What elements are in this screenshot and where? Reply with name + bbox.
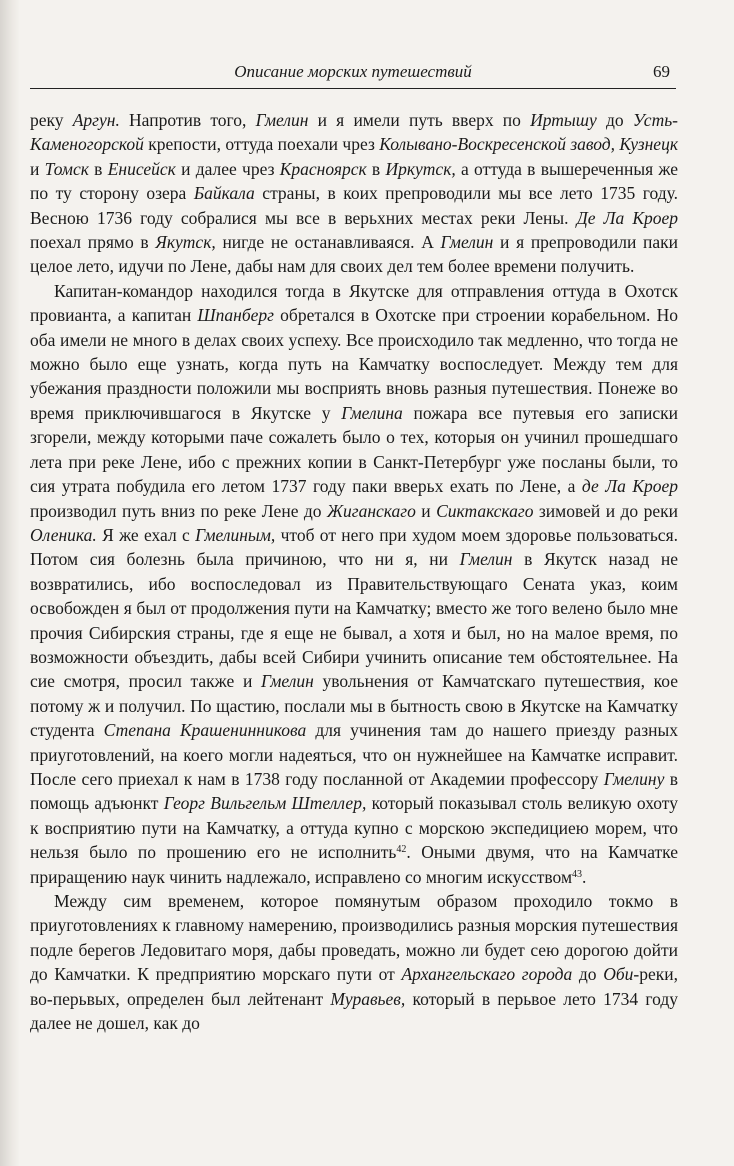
italic-name: Жиганскаго [326, 500, 416, 521]
text-run: поехал прямо в [30, 232, 156, 253]
italic-name: Муравьев, [330, 988, 406, 1009]
text-run: для учинения там до нашего приезду разных приуготовлений, на коего могли надеяться, что он нужнейшее на Камчатке исправит. После сего приехал к нам в 1738 году посланной от Академии профессору [30, 720, 678, 789]
italic-name: Шпанберг [197, 305, 274, 326]
text-run: и далее чрез [175, 158, 280, 179]
text-run: и [30, 158, 45, 179]
italic-name: Де Ла Кроер [576, 207, 678, 228]
text-run: в [366, 158, 386, 179]
paragraph [30, 279, 678, 889]
italic-name: Георг Вильгельм Штеллер, [163, 793, 367, 814]
text-run: и [415, 500, 437, 521]
italic-name: Байкала [193, 183, 255, 204]
page-spine-shadow [0, 0, 20, 1166]
text-run: увольнения от Камчатскаго путешествия, кое потому ж и получил. По щастию, послали мы в бытность свою в Якутске на Камчатку студента [30, 671, 678, 741]
paragraph [30, 108, 678, 279]
text-run: пожара все путевыя его записки згорели, между которыми паче сожалеть было о тех, которыя он учинил прошедшаго лета при реке Лене, ибо с прежних копии в Санкт-Петербург уже посланы были, то сия утрата побудила его летом 1737 году паки вверьх ехать по Лене, а [30, 402, 678, 497]
text-run: до [596, 110, 633, 130]
italic-name: Сиктакскаго [436, 500, 534, 521]
running-header [30, 60, 676, 89]
italic-name: Усть-Каменогорской [30, 110, 678, 155]
italic-name: Якутск, [155, 232, 216, 253]
italic-name: Гмелин [255, 110, 309, 130]
text-run: и я имели путь вверх по [308, 110, 531, 130]
text-run: Я же ехал с [96, 524, 196, 545]
italic-name: Гмелиным, [195, 524, 276, 545]
text-run: в помощь адъюнкт [30, 768, 678, 814]
text-run: производил путь вниз по реке Лене до [30, 500, 327, 521]
italic-name: Архангельскаго города [401, 964, 573, 985]
text-run: Капитан-командор находился тогда в Якутске для отправления оттуда в Охотск провианта, а капитан [30, 280, 678, 326]
text-run: в [88, 158, 108, 179]
italic-name: Гмелин [440, 232, 494, 253]
page-number: 69 [653, 62, 670, 81]
paragraph [30, 889, 678, 1035]
italic-name: де Ла Кроер [581, 476, 678, 497]
italic-name: Оленика. [30, 524, 97, 545]
header-title: Описание морских путешествий [234, 62, 472, 81]
text-run: который в перьвое лето 1734 году далее не дошел, как до [30, 988, 678, 1034]
text-run: . Оными двумя, что на Камчатке приращению наук чинить надлежало, исправлено со многим искусством [30, 842, 678, 887]
italic-name: Гмелин [261, 671, 314, 692]
italic-name: Томск [44, 158, 89, 179]
text-run: который показывал столь великую охоту к восприятию пути на Камчатку, а оттуда купно с морскою экспедициею морем, что нельзя было по прошению его не исполнить [30, 793, 678, 863]
italic-name: Иртышу [530, 110, 597, 130]
text-run: реку [30, 110, 73, 130]
italic-name: Енисейск [107, 158, 176, 179]
body-text [30, 108, 678, 1035]
italic-name: Красноярск [279, 158, 367, 179]
text-run: Между сим временем, которое помянутым образом проходило токмо в приуготовлениях к главному намерению, производились разныя морския путешествия подле берегов Ледовитаго моря, дабы проведать, можно ли будет сею дорогою дойти до Камчатки. К предприятию морскаго пути от [30, 891, 678, 985]
italic-name: Иркутск, [385, 158, 456, 179]
italic-name: Гмелин [459, 549, 513, 570]
text-run: чтоб от него при худом моем здоровье пользоваться. Потом сия болезнь была причиною, что ни я, ни [30, 524, 678, 570]
italic-name: Колывано-Воскресенской завод, Кузнецк [379, 134, 679, 155]
italic-name: Степана Крашенинникова [103, 720, 307, 741]
text-run: -реки, во-перьвых, определен был лейтенант [30, 964, 679, 1009]
text-run: нигде не останавливаяся. А [215, 232, 441, 253]
footnote-ref: 43 [572, 868, 583, 880]
text-run: и я препроводили паки целое лето, идучи по Лене, дабы нам для своих дел тем более времени получить. [30, 232, 678, 277]
text-run: зимовей и до реки [533, 500, 678, 521]
italic-name: Гмелину [603, 768, 665, 789]
italic-name: Аргун. [72, 110, 120, 130]
text-run: в Якутск назад не возвратились, ибо воспоследовал из Правительствующаго Сената указ, коим освобожден я был от продолжения пути на Камчатку; вместо же того велено было мне прочия Сибирския страны, где я еще не бывал, а хотя и был, но на малое время, по возможности объездить, дабы всей Сибири учинить описание тем обстоятельнее. На сие смотря, просил также и [30, 549, 678, 692]
text-run: до [572, 964, 604, 985]
text-run: обретался в Охотске при строении корабельном. Но оба имели не много в делах своих успеху. Все происходило так медленно, что тогда не можно было еще узнать, когда путь на Камчатку воспоследует. Между тем для убежания праздности положили мы восприять вновь разныя путешествия. Понеже во время приключившагося в Якутске у [30, 305, 678, 423]
italic-name: Гмелина [341, 402, 403, 423]
text-run: Напротив того, [119, 110, 256, 130]
italic-name: Оби [603, 964, 634, 985]
text-run: страны, в коих препроводили мы все лето 1735 году. Весною 1736 году собралися мы все в верьхних местах реки Лены. [30, 183, 678, 228]
text-run: . [582, 866, 587, 887]
text-run: а оттуда в вышереченныя же по ту сторону озера [30, 158, 679, 204]
footnote-ref: 42 [396, 844, 407, 856]
text-run: крепости, оттуда поехали чрез [143, 134, 380, 155]
